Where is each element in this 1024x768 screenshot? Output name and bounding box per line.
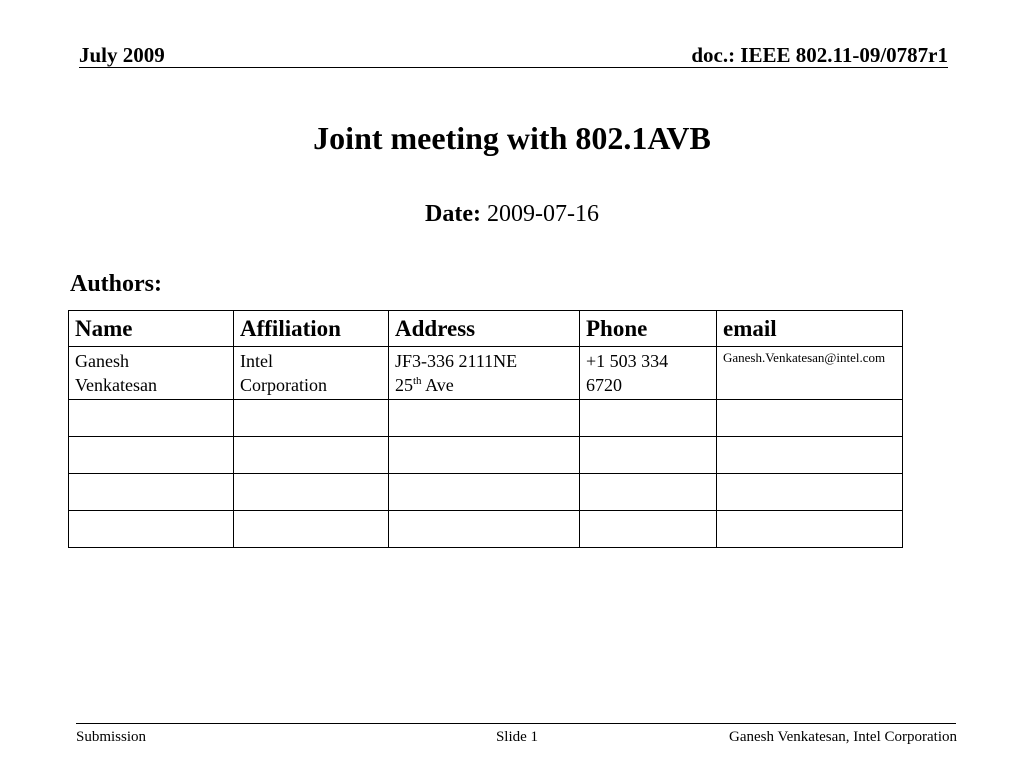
column-header-address: Address [389, 311, 580, 347]
slide-title: Joint meeting with 802.1AVB [313, 120, 711, 156]
empty-cell [69, 437, 234, 474]
phone-line2: 6720 [586, 375, 622, 395]
cell-email: Ganesh.Venkatesan@intel.com [717, 347, 903, 400]
empty-cell [69, 511, 234, 548]
table-header-row [69, 311, 903, 347]
empty-cell [717, 474, 903, 511]
empty-cell [234, 511, 389, 548]
footer-divider [76, 723, 956, 724]
footer-slide-number: Slide 1 [495, 729, 539, 745]
affiliation-line2: Corporation [240, 375, 327, 395]
cell-name [69, 347, 234, 400]
footer-submission: Submission [76, 729, 147, 745]
empty-cell [389, 400, 580, 437]
table-row [69, 400, 903, 437]
empty-cell [580, 400, 717, 437]
header-doc-id: doc.: IEEE 802.11-09/0787r1 [691, 43, 948, 67]
address-suffix: th [413, 375, 422, 387]
column-header-phone: Phone [580, 311, 717, 347]
empty-cell [69, 474, 234, 511]
address-line1: JF3-336 2111NE [395, 351, 518, 371]
table-row [69, 511, 903, 548]
table-row [69, 474, 903, 511]
header-date: July 2009 [79, 43, 165, 67]
empty-cell [580, 474, 717, 511]
empty-cell [580, 511, 717, 548]
column-header-email: email [717, 311, 903, 347]
date-value: 2009-07-16 [486, 201, 599, 227]
empty-cell [69, 400, 234, 437]
cell-phone [580, 347, 717, 400]
footer-author: Ganesh Venkatesan, Intel Corporation [729, 729, 957, 745]
date-label: Date: [425, 201, 481, 227]
empty-cell [717, 511, 903, 548]
header-divider [79, 67, 948, 68]
cell-affiliation [234, 347, 389, 400]
empty-cell [580, 437, 717, 474]
date-line [0, 199, 1024, 229]
empty-cell [717, 400, 903, 437]
authors-table [68, 310, 903, 548]
cell-address [389, 347, 580, 400]
empty-cell [234, 474, 389, 511]
authors-heading: Authors: [70, 271, 163, 297]
phone-line1: +1 503 334 [586, 351, 669, 371]
empty-cell [389, 511, 580, 548]
table-row [69, 347, 903, 400]
empty-cell [389, 474, 580, 511]
affiliation-line1: Intel [240, 351, 273, 371]
column-header-affiliation: Affiliation [234, 311, 389, 347]
column-header-name: Name [69, 311, 234, 347]
empty-cell [234, 400, 389, 437]
table-row [69, 437, 903, 474]
empty-cell [389, 437, 580, 474]
empty-cell [234, 437, 389, 474]
name-last: Venkatesan [75, 375, 157, 395]
name-first: Ganesh [75, 351, 129, 371]
address-street: Ave [425, 375, 454, 395]
empty-cell [717, 437, 903, 474]
address-number: 25 [395, 375, 413, 395]
